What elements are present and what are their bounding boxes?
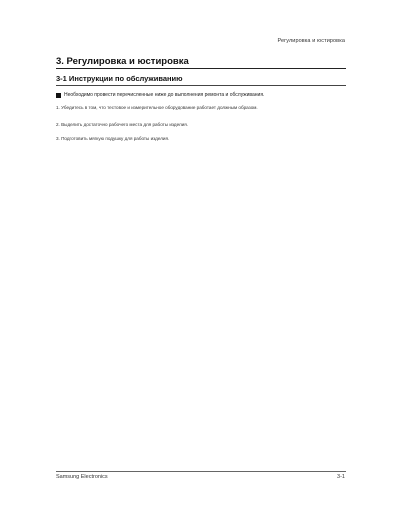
page-number: 3-1 [337, 474, 345, 480]
footer-company: Samsung Electronics [56, 474, 108, 480]
bullet-square-icon [56, 93, 61, 98]
chapter-title: 3. Регулировка и юстировка [56, 56, 189, 67]
section-title: 3-1 Инструкции по обслуживанию [56, 74, 183, 83]
running-header: Регулировка и юстировка [277, 38, 345, 44]
chapter-title-rule [56, 68, 346, 69]
section-title-rule [56, 85, 346, 86]
instruction-item-2: 2. Выделить достаточно рабочего места для работы изделия. [56, 122, 188, 127]
instruction-item-1: 1. Убедитесь в том, что тестовое и измерительное оборудование работает должным образом. [56, 105, 258, 110]
footer-rule [56, 471, 346, 472]
instruction-item-3: 3. Подготовить мягкую подушку для работы изделия. [56, 136, 170, 141]
lead-text: Необходимо провести перечисленные ниже до выполнения ремонта и обслуживания. [64, 92, 265, 98]
lead-paragraph [56, 92, 264, 98]
